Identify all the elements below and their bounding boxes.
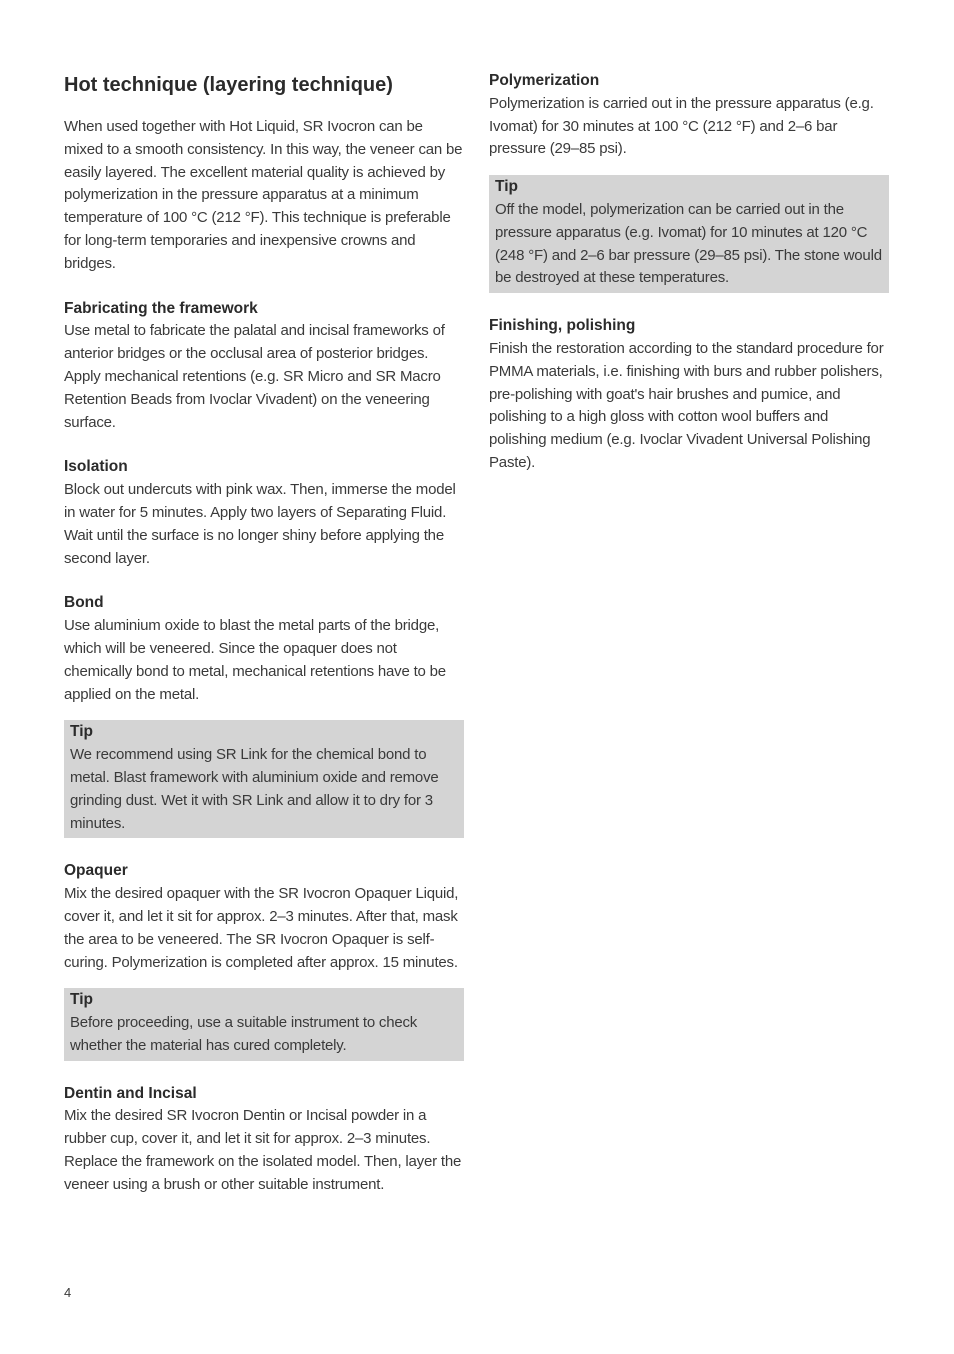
- section-finishing: [489, 315, 889, 475]
- section-opaquer: [64, 860, 464, 974]
- section-text-framework: Use metal to fabricate the palatal and incisal frameworks of anterior bridges or the occlusal area of posterior bridges. Apply mechanical retentions (e.g. SR Micro and SR Macro Retention Beads from Ivoclar Vivadent) on the veneering surface.: [64, 322, 445, 431]
- tip-text: We recommend using SR Link for the chemical bond to metal. Blast framework with aluminium oxide and remove grinding dust. Wet it with SR Link and allow it to dry for 3 minutes.: [70, 746, 439, 832]
- section-dentin: [64, 1083, 464, 1197]
- section-heading-finishing: Finishing, polishing: [489, 317, 636, 335]
- page-title: Hot technique (layering technique): [64, 74, 393, 96]
- tip-text: Before proceeding, use a suitable instrument to check whether the material has cured completely.: [70, 1014, 418, 1054]
- left-column: [64, 70, 464, 1219]
- section-text-finishing: Finish the restoration according to the standard procedure for PMMA materials, i.e. finishing with burs and rubber polishers, pre-polishing with goat's hair brushes and pumice, and polishing to a high gloss with cotton wool buffers and polishing medium (e.g. Ivoclar Vivadent Universal Polishing Paste).: [489, 339, 884, 471]
- page-number: 4: [64, 1285, 72, 1300]
- section-heading-opaquer: Opaquer: [64, 862, 128, 880]
- tip-box-bond: [64, 720, 464, 838]
- tip-text: Off the model, polymerization can be carried out in the pressure apparatus (e.g. Ivomat) for 10 minutes at 120 °C (248 °F) and 2–6 bar pressure (29–85 psi). The stone would be destroyed at these temperatures.: [495, 200, 882, 287]
- section-heading-polymerization: Polymerization: [489, 72, 600, 89]
- section-polymerization: [489, 70, 889, 161]
- section-heading-framework: Fabricating the framework: [64, 299, 258, 317]
- section-text-polymerization: Polymerization is carried out in the pressure apparatus (e.g. Ivomat) for 30 minutes at 100 °C (212 °F) and 2–6 bar pressure (29–85 psi).: [489, 94, 874, 158]
- section-heading-isolation: Isolation: [64, 458, 128, 476]
- section-text-dentin: Mix the desired SR Ivocron Dentin or Incisal powder in a rubber cup, cover it, and let it sit for approx. 2–3 minutes. Replace the framework on the isolated model. Then, layer the veneer using a brush or other suitable instrument.: [64, 1107, 462, 1193]
- section-text-bond: Use aluminium oxide to blast the metal parts of the bridge, which will be veneered. Since the opaquer does not chemically bond to metal, mechanical retentions have to be applied on the metal.: [64, 617, 446, 703]
- tip-box-polymerization: [489, 175, 889, 293]
- section-framework: [64, 298, 464, 435]
- tip-heading: Tip: [70, 991, 93, 1009]
- tip-box-opaquer: [64, 988, 464, 1060]
- section-heading-dentin: Dentin and Incisal: [64, 1084, 197, 1102]
- section-bond: [64, 592, 464, 706]
- tip-heading: Tip: [495, 178, 518, 196]
- tip-heading: Tip: [70, 723, 93, 741]
- section-heading-bond: Bond: [64, 594, 104, 612]
- section-isolation: [64, 456, 464, 570]
- intro-paragraph: When used together with Hot Liquid, SR Ivocron can be mixed to a smooth consistency. In this way, the veneer can be easily layered. The excellent material quality is achieved by polymerization in the pressure apparatus at a minimum temperature of 100 °C (212 °F). This technique is preferable for long-term temporaries and inexpensive crowns and bridges.: [64, 118, 463, 272]
- section-text-opaquer: Mix the desired opaquer with the SR Ivocron Opaquer Liquid, cover it, and let it sit for approx. 2–3 minutes. After that, mask the area to be veneered. The SR Ivocron Opaquer is self-curing. Polymerization is completed after approx. 15 minutes.: [64, 885, 459, 971]
- right-column: [489, 70, 889, 497]
- section-text-isolation: Block out undercuts with pink wax. Then, immerse the model in water for 5 minutes. Apply two layers of Separating Fluid. Wait until the surface is no longer shiny before applying the second layer.: [64, 481, 456, 567]
